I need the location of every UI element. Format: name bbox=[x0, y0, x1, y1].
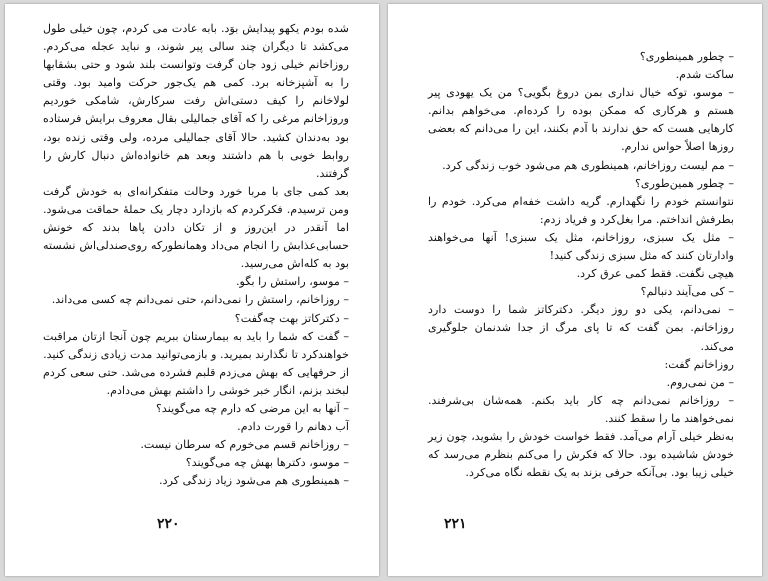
paragraph: – موسو، توکه خیال نداری بمن دروغ بگویی؟ من یک یهودی پیر هستم و هرکاری که ممکن بوده را کرده‌ام. می‌خواهم بدانم. کارهایی هست که حق ندارند با آدم بکنند، این را می‌دانم که بعضی روزها اصلاً حواس ندارم. bbox=[428, 86, 734, 154]
paragraph: – موسو، دکترها بهش چه می‌گویند؟ bbox=[185, 456, 349, 470]
left-page-text bbox=[43, 20, 349, 490]
paragraph: – چطور همینطوری؟ bbox=[639, 50, 734, 63]
page-number: ۲۲۱ bbox=[444, 516, 467, 532]
paragraph: – روزاخانم نمی‌دانم چه کار باید بکنم. همه‌شان بی‌شرفند. نمی‌خواهند ما را سقط کنند. bbox=[428, 393, 734, 425]
paragraph: ساکت شدم. bbox=[675, 68, 734, 82]
paragraph: نتوانستم خودم را نگهدارم. گریه داشت خفه‌ام می‌کرد. خودم را بطرفش انداختم. مرا بغل‌کرد و فریاد زدم: bbox=[428, 194, 734, 226]
right-page bbox=[388, 4, 762, 576]
paragraph: – مثل یک سبزی، روزاخانم، مثل یک سبزی! آنها می‌خواهند وادارتان کنند که مثل سبزی زندگی کنید! bbox=[428, 230, 734, 263]
paragraph: از حرفهایی که بهش می‌زدم قلبم فشرده می‌شد. حتی سعی کردم لبخند بزنم، انگار خبر خوشی را داشتم بهش می‌دادم. bbox=[43, 365, 349, 397]
paragraph: روزاخانم گفت: bbox=[664, 357, 734, 371]
paragraph: هیچی نگفت. فقط کمی عرق کرد. bbox=[576, 267, 734, 281]
paragraph: – من نمی‌روم. bbox=[666, 375, 734, 389]
paragraph: – دکترکاتز بهت چه‌گفت؟ bbox=[234, 311, 349, 325]
right-page-text bbox=[428, 48, 734, 482]
paragraph: – همینطوری هم می‌شود زیاد زندگی کرد. bbox=[159, 474, 349, 488]
left-page bbox=[5, 4, 379, 576]
paragraph: – روزاخانم، راستش را نمی‌دانم، حتی نمی‌دانم چه کسی می‌داند. bbox=[51, 293, 349, 307]
paragraph: – مم لیست روزاخانم، همینطوری هم می‌شود خوب زندگی کرد. bbox=[442, 158, 734, 172]
paragraph: آب دهانم را قورت دادم. bbox=[237, 420, 349, 434]
paragraph: – آنها به این مرضی که دارم چه می‌گویند؟ bbox=[155, 401, 349, 415]
paragraph: – روزاخانم قسم می‌خورم که سرطان نیست. bbox=[140, 438, 349, 452]
paragraph: – گفت که شما را باید به بیمارستان ببریم چون آنجا ازتان مراقبت خواهندکرد تا نگذارند بمیرید. و بازمی‌توانید مدت زیادی زندگی کنید. bbox=[43, 329, 349, 361]
paragraph: بعد کمی جای با مربا خورد وحالت متفکرانه‌ای به خودش گرفت ومن ترسیدم. فکرکردم که بازدارد دچار یک حملهٔ حماقت می‌شود. اما آنقدر در این‌روز و از تکان دادن پاها بدند که خونش حسابی‌عذابش را انجام می‌داد وهمانطورکه روی‌صندلی‌اش نشسته بود به کله‌اش می‌رسید. bbox=[43, 184, 349, 271]
paragraph: – چطور همین‌طوری؟ bbox=[634, 176, 734, 190]
paragraph: – موسو، راستش را بگو. bbox=[235, 275, 349, 289]
paragraph: – کی می‌آیند دنبالم؟ bbox=[640, 285, 734, 299]
page-number: ۲۲۰ bbox=[157, 516, 180, 532]
paragraph: به‌نظر خیلی آرام می‌آمد. فقط خواست خودش را بشوید، چون زیر خودش شاشیده بود. حالا که فکرش را می‌کنم بنظرم می‌رسد که خیلی زیبا بود. بی‌آنکه حرفی بزند به یک نقطه نگاه می‌کرد. bbox=[428, 429, 734, 480]
paragraph: شده بودم یکهو پیدایش بوَد. بابه عادت می کردم، چون خیلی طول می‌کشد تا دیگران چند سالی پیر شوند، و نباید عجله می‌کردم. روزاخانم خیلی زود جان گرفت وتوانست بلند شود و حتی بشقابها را به آشپزخانه برد. کمی هم یک‌جور حرکت وامید بود. وقتی لولاخانم را کیف دستی‌اش رفت سرکارش، شامکی خوردیم وروزاخانم مرغی را که آقای جمالیلی بقال معروف برایش فرستاده بود به‌دندان کشید. حالا آقای جمالیلی مرده، ولی وقتی زنده بود، روابط خوبی با هم داشتند وبعد هم خانواده‌اش دنبال کارش را گرفتند. bbox=[43, 22, 349, 180]
paragraph: – نمی‌دانم، یکی دو روز دیگر. دکترکاتز شما را دوست دارد روزاخانم. بمن گفت که تا پای مرگ از جدا شدنمان جلوگیری می‌کند. bbox=[428, 303, 734, 353]
